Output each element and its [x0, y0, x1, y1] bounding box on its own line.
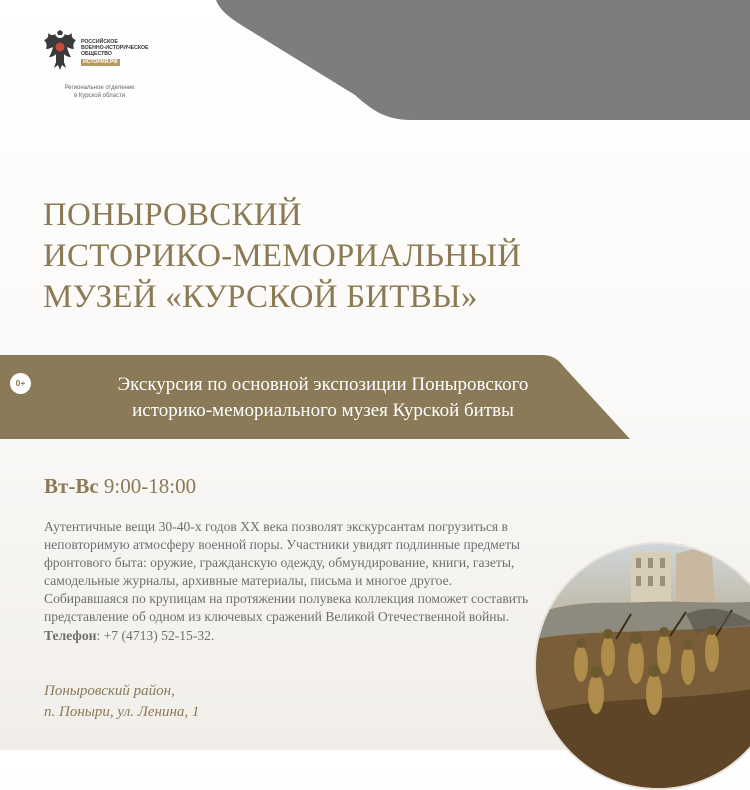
phone-label: Телефон: [44, 627, 97, 643]
opening-time: 9:00-18:00: [103, 474, 197, 498]
opening-days: Вт-Вс: [44, 474, 99, 498]
phone-number: +7 (4713) 52-15-32.: [103, 627, 215, 643]
title-line: МУЗЕЙ «КУРСКОЙ БИТВЫ»: [43, 279, 478, 315]
description-text: Аутентичные вещи 30-40-х годов XX века позволят экскурсантам погрузиться в неповторимую атмосферу военной поры. Участники увидят подлинные предметы фронтового быта: оружие, гражданскую одежду, обмундирование, книги, газеты, самодельные журналы, архивные материалы, письма и многое другое. Собиравшаяся по крупицам на протяжении полувека коллекция поможет составить представление об одном из ключевых сражений Великой Отечественной войны.: [44, 519, 529, 625]
page-title: [43, 195, 521, 318]
museum-description: Аутентичные вещи 30-40-х годов XX века позволят экскурсантам погрузиться в неповторимую атмосферу военной поры. Участники увидят подлинные предметы фронтового быта: оружие, гражданскую одежду, обмундирование, книги, газеты, самодельные журналы, архивные материалы, письма и многое другое. Собиравшаяся по крупицам на протяжении полувека коллекция поможет составить представление об одном из ключевых сражений Великой Отечественной войны. Телефон: +7 (4713) 52-15-32.: [44, 519, 529, 643]
regional-branch-label: Региональное отделение в Курской области: [64, 85, 135, 99]
age-rating-badge: 0+: [10, 373, 31, 394]
opening-hours: [44, 474, 196, 499]
battle-diorama-image: [534, 542, 750, 790]
museum-address: Поныровский район, п. Поныри, ул. Ленина, 1: [44, 683, 200, 720]
diorama-illustration: [536, 544, 750, 788]
organization-name: РОССИЙСКОЕ ВОЕННО-ИСТОРИЧЕСКОЕ ОБЩЕСТВО: [81, 39, 149, 58]
excursion-title: Экскурсия по основной экспозиции Поныровского историко-мемориального музея Курской битвы: [117, 374, 529, 421]
double-headed-eagle-icon: [43, 30, 77, 72]
organization-site: ИСТОРИЯ.РФ: [83, 59, 118, 65]
title-line: ПОНЫРОВСКИЙ: [43, 197, 302, 233]
title-line: ИСТОРИКО-МЕМОРИАЛЬНЫЙ: [43, 238, 522, 274]
